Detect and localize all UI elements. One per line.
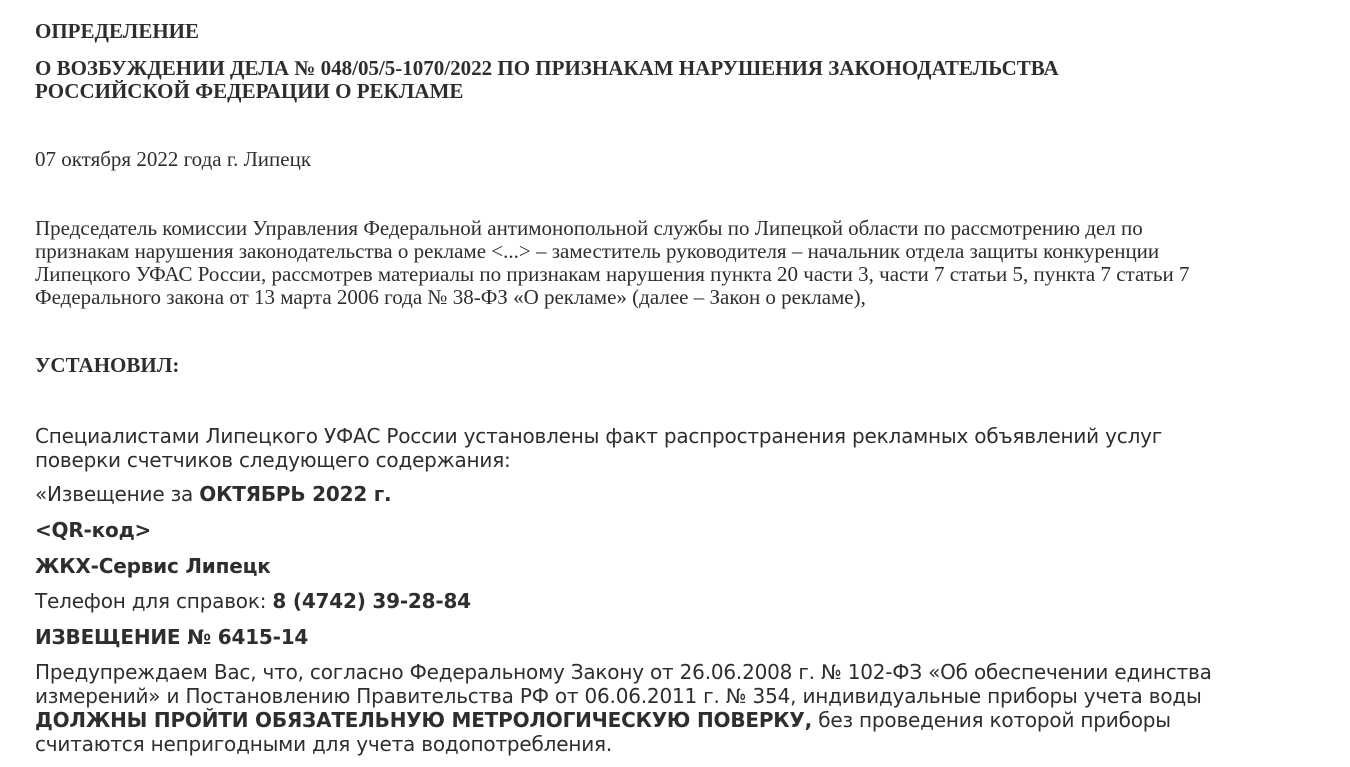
warning-text-start: Предупреждаем Вас, что, согласно Федеральному Закону от 26.06.2008 г. № 102-ФЗ «Об обеспечении единства измерений» и Постановлению Правительства РФ от 06.06.2011 г. № 354, индивидуальные приборы учета воды <box>35 660 1212 708</box>
document-title: О ВОЗБУЖДЕНИИ ДЕЛА № 048/05/5-1070/2022 ПО ПРИЗНАКАМ НАРУШЕНИЯ ЗАКОНОДАТЕЛЬСТВА РОССИЙСКОЙ ФЕДЕРАЦИИ О РЕКЛАМЕ <box>35 56 1059 103</box>
qr-code-placeholder: <QR-код> <box>35 518 152 542</box>
intro-paragraph: Специалистами Липецкого УФАС России установлены факт распространения рекламных объявлений услуг поверки счетчиков следующего содержания: <box>35 424 1163 472</box>
notice-number: ИЗВЕЩЕНИЕ № 6415-14 <box>35 625 309 649</box>
document-type-heading: ОПРЕДЕЛЕНИЕ <box>35 19 200 43</box>
warning-paragraph <box>35 660 1235 756</box>
warning-text-end: без проведения которой приборы считаются непригодными для учета водопотребления. <box>35 708 1171 756</box>
notice-prefix: «Извещение за <box>35 482 200 506</box>
phone-line <box>35 589 471 613</box>
warning-text-bold: ДОЛЖНЫ ПРОЙТИ ОБЯЗАТЕЛЬНУЮ МЕТРОЛОГИЧЕСКУЮ ПОВЕРКУ, <box>35 708 813 732</box>
phone-number: 8 (4742) 39-28-84 <box>272 589 471 613</box>
established-heading: УСТАНОВИЛ: <box>35 353 180 377</box>
phone-label: Телефон для справок: <box>35 589 273 613</box>
company-name: ЖКХ-Сервис Липецк <box>35 554 271 578</box>
chairman-paragraph: Председатель комиссии Управления Федеральной антимонопольной службы по Липецкой области по рассмотрению дел по признакам нарушения законодательства о рекламе <...> – заместитель руководителя – начальник отдела защиты конкуренции Липецкого УФАС России, рассмотрев материалы по признакам нарушения пункта 20 части 3, части 7 статьи 5, пункта 7 статьи 7 Федерального закона от 13 марта 2006 года № 38-ФЗ «О рекламе» (далее – Закон о рекламе), <box>35 216 1190 309</box>
date-and-place: 07 октября 2022 года г. Липецк <box>35 147 312 171</box>
notice-for-line <box>35 482 391 506</box>
notice-month: ОКТЯБРЬ 2022 г. <box>199 482 392 506</box>
